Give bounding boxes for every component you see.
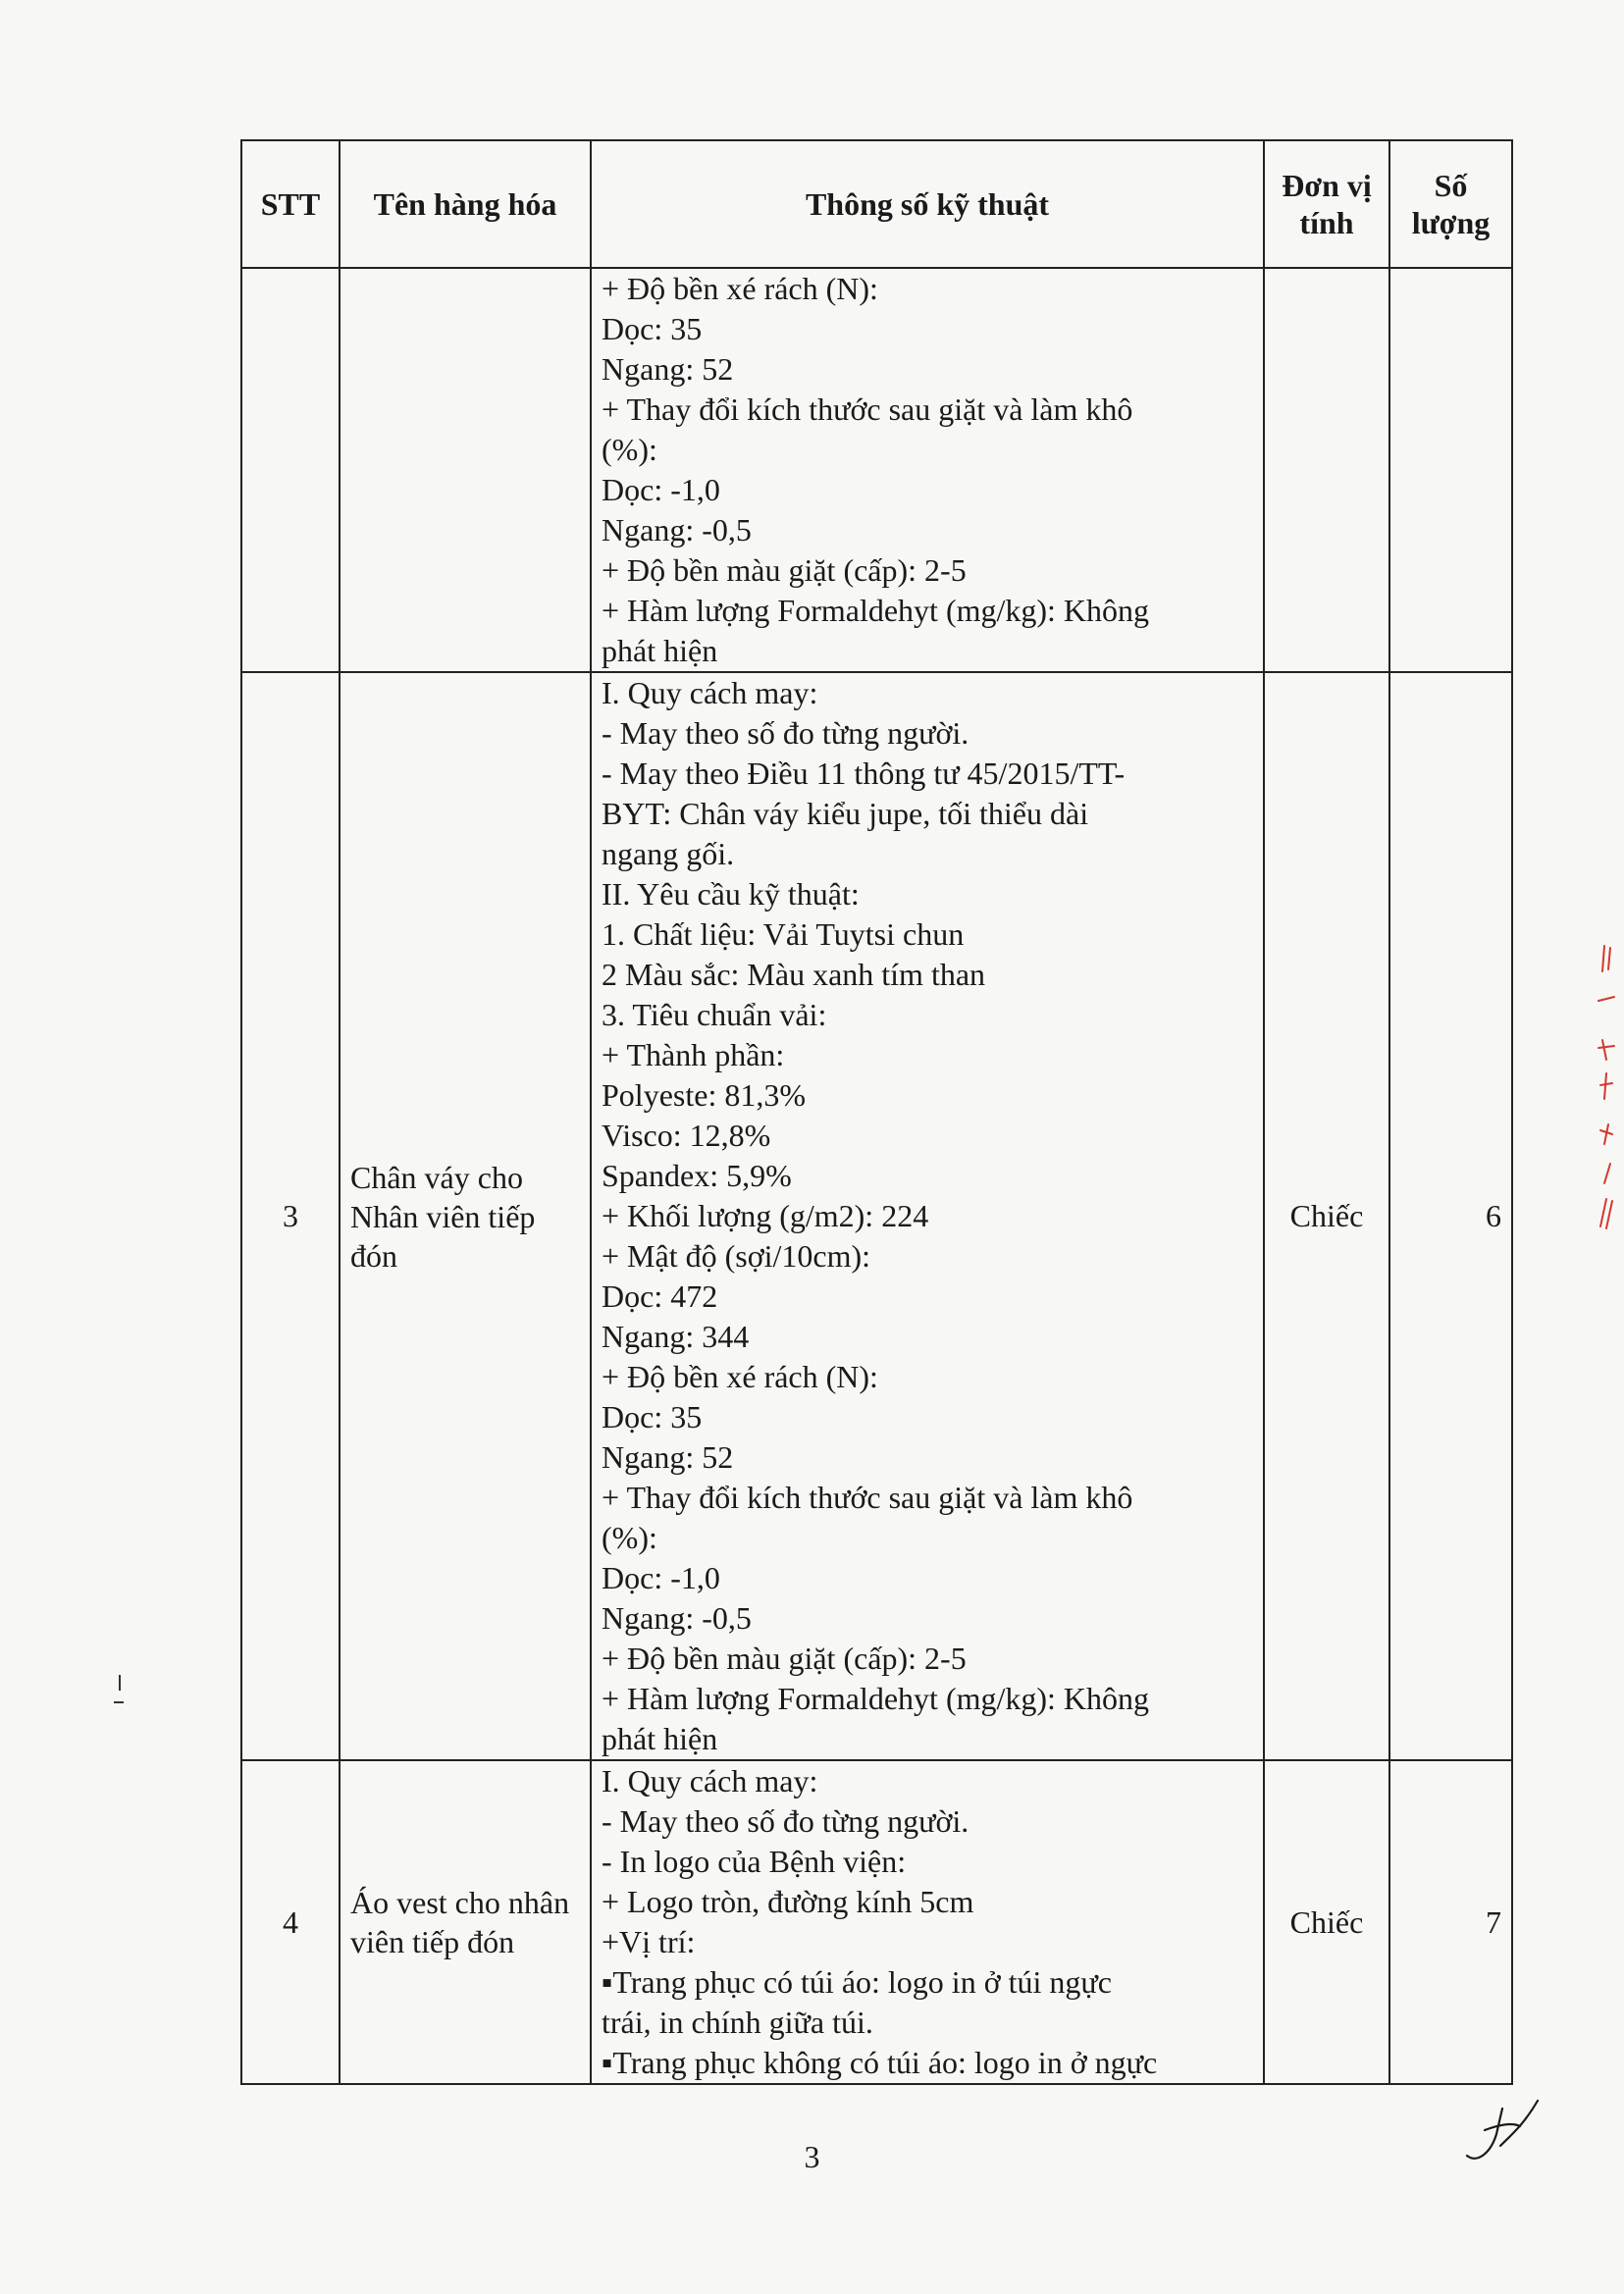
specification-table (240, 139, 1513, 2085)
cell-qty (1389, 268, 1512, 672)
spec-line: + Khối lượng (g/m2): 224 (602, 1198, 929, 1233)
cell-name (340, 268, 591, 672)
spec-line: + Độ bền xé rách (N): (602, 271, 878, 306)
table-body (241, 268, 1512, 2084)
cell-name: Chân váy cho Nhân viên tiếp đón (340, 672, 591, 1760)
spec-line: Dọc: -1,0 (602, 1560, 720, 1595)
cell-qty: 7 (1389, 1760, 1512, 2084)
spec-line: Ngang: -0,5 (602, 512, 752, 547)
header-spec: Thông số kỹ thuật (591, 140, 1264, 268)
table-row (241, 1760, 1512, 2084)
spec-line: + Hàm lượng Formaldehyt (mg/kg): Không (602, 1681, 1150, 1716)
header-stt: STT (241, 140, 340, 268)
spec-line: + Độ bền màu giặt (cấp): 2-5 (602, 552, 967, 588)
spec-line: Ngang: 344 (602, 1319, 750, 1354)
spec-line: + Độ bền màu giặt (cấp): 2-5 (602, 1641, 967, 1676)
cell-qty: 6 (1389, 672, 1512, 1760)
spec-line: + Thay đổi kích thước sau giặt và làm khô (602, 1480, 1133, 1515)
spec-line: +Vị trí: (602, 1924, 696, 1959)
spec-line: + Thay đổi kích thước sau giặt và làm khô (602, 391, 1133, 427)
spec-line: Ngang: 52 (602, 351, 734, 387)
spec-line: (%): (602, 1520, 657, 1555)
spec-line: + Thành phần: (602, 1037, 785, 1072)
table-row (241, 268, 1512, 672)
spec-line: II. Yêu cầu kỹ thuật: (602, 876, 860, 912)
spec-line: Polyeste: 81,3% (602, 1077, 806, 1113)
spec-line: I. Quy cách may: (602, 675, 818, 710)
spec-line: (%): (602, 432, 657, 467)
spec-line: BYT: Chân váy kiểu jupe, tối thiểu dài (602, 796, 1089, 831)
spec-line: + Độ bền xé rách (N): (602, 1359, 878, 1394)
table-row (241, 672, 1512, 1760)
spec-line: Ngang: -0,5 (602, 1600, 752, 1636)
spec-line: - May theo Điều 11 thông tư 45/2015/TT- (602, 756, 1126, 791)
cell-spec (591, 1760, 1264, 2084)
header-qty: Số lượng (1389, 140, 1512, 268)
table-header-row (241, 140, 1512, 268)
spec-line: Spandex: 5,9% (602, 1158, 792, 1193)
spec-line: 3. Tiêu chuẩn vải: (602, 997, 827, 1032)
spec-line: Dọc: 35 (602, 1399, 703, 1434)
spec-line: Visco: 12,8% (602, 1118, 771, 1153)
spec-line: Dọc: 472 (602, 1278, 718, 1314)
cell-stt (241, 268, 340, 672)
cell-name: Áo vest cho nhân viên tiếp đón (340, 1760, 591, 2084)
spec-line: 1. Chất liệu: Vải Tuytsi chun (602, 916, 965, 952)
cell-unit: Chiếc (1264, 672, 1389, 1760)
spec-line: ▪Trang phục có túi áo: logo in ở túi ngực (602, 1964, 1112, 2000)
spec-line: + Logo tròn, đường kính 5cm (602, 1884, 974, 1919)
page-number: 3 (804, 2139, 820, 2174)
spec-line: - May theo số đo từng người. (602, 715, 969, 751)
spec-line: Ngang: 52 (602, 1439, 734, 1475)
margin-marks (1585, 942, 1624, 1236)
header-unit: Đơn vị tính (1264, 140, 1389, 268)
cell-stt: 4 (241, 1760, 340, 2084)
spec-line: 2 Màu sắc: Màu xanh tím than (602, 957, 986, 992)
cell-unit: Chiếc (1264, 1760, 1389, 2084)
spec-line: + Mật độ (sợi/10cm): (602, 1238, 871, 1274)
header-name: Tên hàng hóa (340, 140, 591, 268)
margin-tick (110, 1673, 130, 1722)
cell-spec (591, 268, 1264, 672)
spec-line: phát hiện (602, 1721, 718, 1756)
spec-line: + Hàm lượng Formaldehyt (mg/kg): Không (602, 593, 1150, 628)
cell-spec (591, 672, 1264, 1760)
spec-line: trái, in chính giữa túi. (602, 2005, 873, 2040)
spec-line: ngang gối. (602, 836, 735, 871)
spec-line: ▪Trang phục không có túi áo: logo in ở ngực (602, 2045, 1158, 2080)
cell-stt: 3 (241, 672, 340, 1760)
handwritten-initial (1457, 2095, 1545, 2173)
spec-line: - In logo của Bệnh viện: (602, 1844, 907, 1879)
spec-line: - May theo số đo từng người. (602, 1803, 969, 1839)
spec-line: phát hiện (602, 633, 718, 668)
spec-line: Dọc: -1,0 (602, 472, 720, 507)
cell-unit (1264, 268, 1389, 672)
spec-line: I. Quy cách may: (602, 1763, 818, 1799)
spec-line: Dọc: 35 (602, 311, 703, 346)
